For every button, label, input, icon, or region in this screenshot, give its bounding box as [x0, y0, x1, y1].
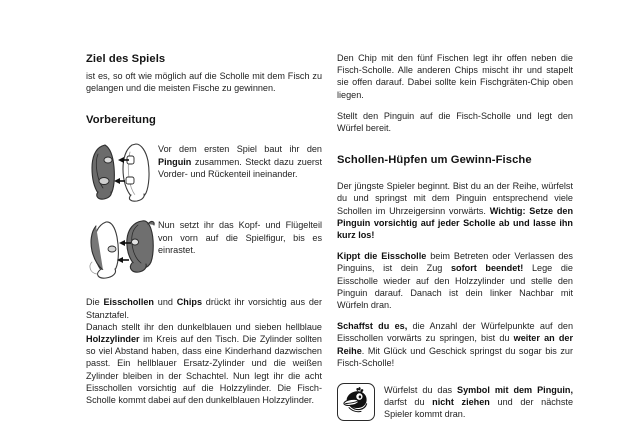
step-attach-head-wing-text: Nun setzt ihr das Kopf- und Flügelteil von vorn auf die Spielfigur, bis es einrastet.	[158, 220, 322, 255]
text-bold-eisschollen: Eisschollen	[103, 297, 154, 308]
text-fragment: Vor dem ersten Spiel baut ihr den	[158, 144, 322, 155]
text-fragment: Danach stellt ihr den dunkelblauen und sieben hellblaue	[86, 321, 322, 332]
paragraph-schaffst-du-es	[337, 320, 573, 369]
heading-ziel-des-spiels: Ziel des Spiels	[86, 53, 166, 65]
spacer	[86, 282, 322, 296]
text-fragment: Würfelst du das	[384, 385, 458, 396]
right-column	[337, 52, 573, 430]
heading-vorbereitung: Vorbereitung	[86, 114, 156, 127]
text-fragment: und	[153, 297, 177, 308]
paragraph-chip-fuenf-fischen: Den Chip mit den fünf Fischen legt ihr offen neben die Fisch-Scholle. Alle anderen Chips mischt ihr und stapelt sie offen darauf. Dabei sollte kein Fischgräten-Chip oben liegen.	[337, 53, 573, 100]
heading-schollen-huepfen: Schollen-Hüpfen um Gewinn-Fische	[337, 154, 532, 167]
paragraph-eisschollen-chips	[86, 296, 322, 320]
step-assemble-penguin-body-text	[158, 140, 322, 180]
paragraph-pinguin-wuerfel: Stellt den Pinguin auf die Fisch-Scholle und legt den Würfel bereit.	[337, 110, 573, 134]
rule-penguin-symbol	[337, 383, 573, 430]
text-bold-chips: Chips	[176, 297, 202, 308]
penguin-symbol-die-face	[337, 383, 375, 421]
text-fragment: zusammen. Steckt dazu zuerst Vorder- und Rückenteil ineinander.	[158, 156, 322, 179]
text-bold-nicht-ziehen: nicht ziehen	[432, 397, 490, 408]
text-fragment: Die	[86, 297, 104, 308]
text-bold-weiter-an-der-reihe: weiter an der Reihe	[337, 333, 573, 356]
paragraph-holzzylinder	[86, 321, 322, 406]
text-bold-wichtig: Wichtig: Setze den Pinguin vorsichtig auf jeder Scholle ab und lasse ihn kurz los!	[337, 205, 573, 241]
spacer	[86, 202, 322, 216]
spacer	[337, 369, 573, 383]
text-bold-kippt: Kippt die Eisscholle	[337, 251, 427, 262]
text-fragment: beim Betreten oder Verlassen des Pinguins, ist dein Zug	[337, 251, 573, 274]
text-bold-sofort-beendet: sofort beendet!	[451, 263, 524, 274]
text-fragment: die Anzahl der Würfelpunkte auf den Eisschollen vorwärts zu springen, bist du	[337, 321, 573, 344]
text-bold-symbol-pinguin: Symbol mit dem Pinguin,	[457, 385, 573, 396]
text-fragment: im Kreis auf den Tisch. Die Zylinder sollten so viel Abstand haben, dass eine Kinderhand dazwischen passt. Ein hellblauer Ersatz-Zylinder und die weißen Zylinder bleiben in der Schachtel. Nun legt ihr die acht Eisschollen vorsichtig auf die Holzzylinder. Die Fisch-Scholle kommt dabei auf den dunkelblauen Holzzylinder.	[86, 334, 322, 406]
left-column	[86, 52, 322, 406]
paragraph-kippt-die-eisscholle	[337, 250, 573, 311]
step-attach-head-wing	[86, 216, 322, 282]
paragraph-juengster-spieler	[337, 180, 573, 241]
rule-penguin-symbol-text	[384, 383, 573, 430]
text-bold-holzzylinder: Holzzylinder	[86, 334, 140, 345]
spacer	[337, 171, 573, 180]
text-fragment: drückt ihr vorsichtig aus der Stanztafel.	[86, 297, 323, 320]
step-assemble-penguin-body	[86, 140, 322, 202]
text-fragment: Der jüngste Spieler beginnt. Bist du an der Reihe, würfelst du und springst mit dem Pinguin entsprechend viele Schollen im Uhrzeigersinn vorwärts.	[337, 181, 573, 216]
text-bold-pinguin: Pinguin	[158, 156, 192, 167]
text-fragment: und der nächste Spieler kommt dran.	[384, 397, 573, 420]
text-bold-schaffst: Schaffst du es,	[337, 321, 408, 332]
text-fragment: darfst du	[384, 397, 433, 408]
paragraph-ziel-des-spiels: ist es, so oft wie möglich auf die Scholle mit dem Fisch zu gelangen und die meisten Fische zu gewinnen.	[86, 71, 322, 94]
penguin-body-assembly-illustration	[86, 140, 158, 202]
spacer	[86, 94, 322, 113]
penguin-head-wing-illustration	[86, 216, 158, 282]
spacer	[86, 131, 322, 140]
text-fragment: Lege die Eisscholle wieder auf den Holzzylinder und stelle den Pinguin darauf. Danach ist dein linker Nachbar mit Würfeln dran.	[337, 263, 573, 311]
spacer	[337, 134, 573, 153]
text-fragment: . Mit Glück und Geschick springst du sogar bis zur Fisch-Scholle!	[337, 345, 573, 368]
